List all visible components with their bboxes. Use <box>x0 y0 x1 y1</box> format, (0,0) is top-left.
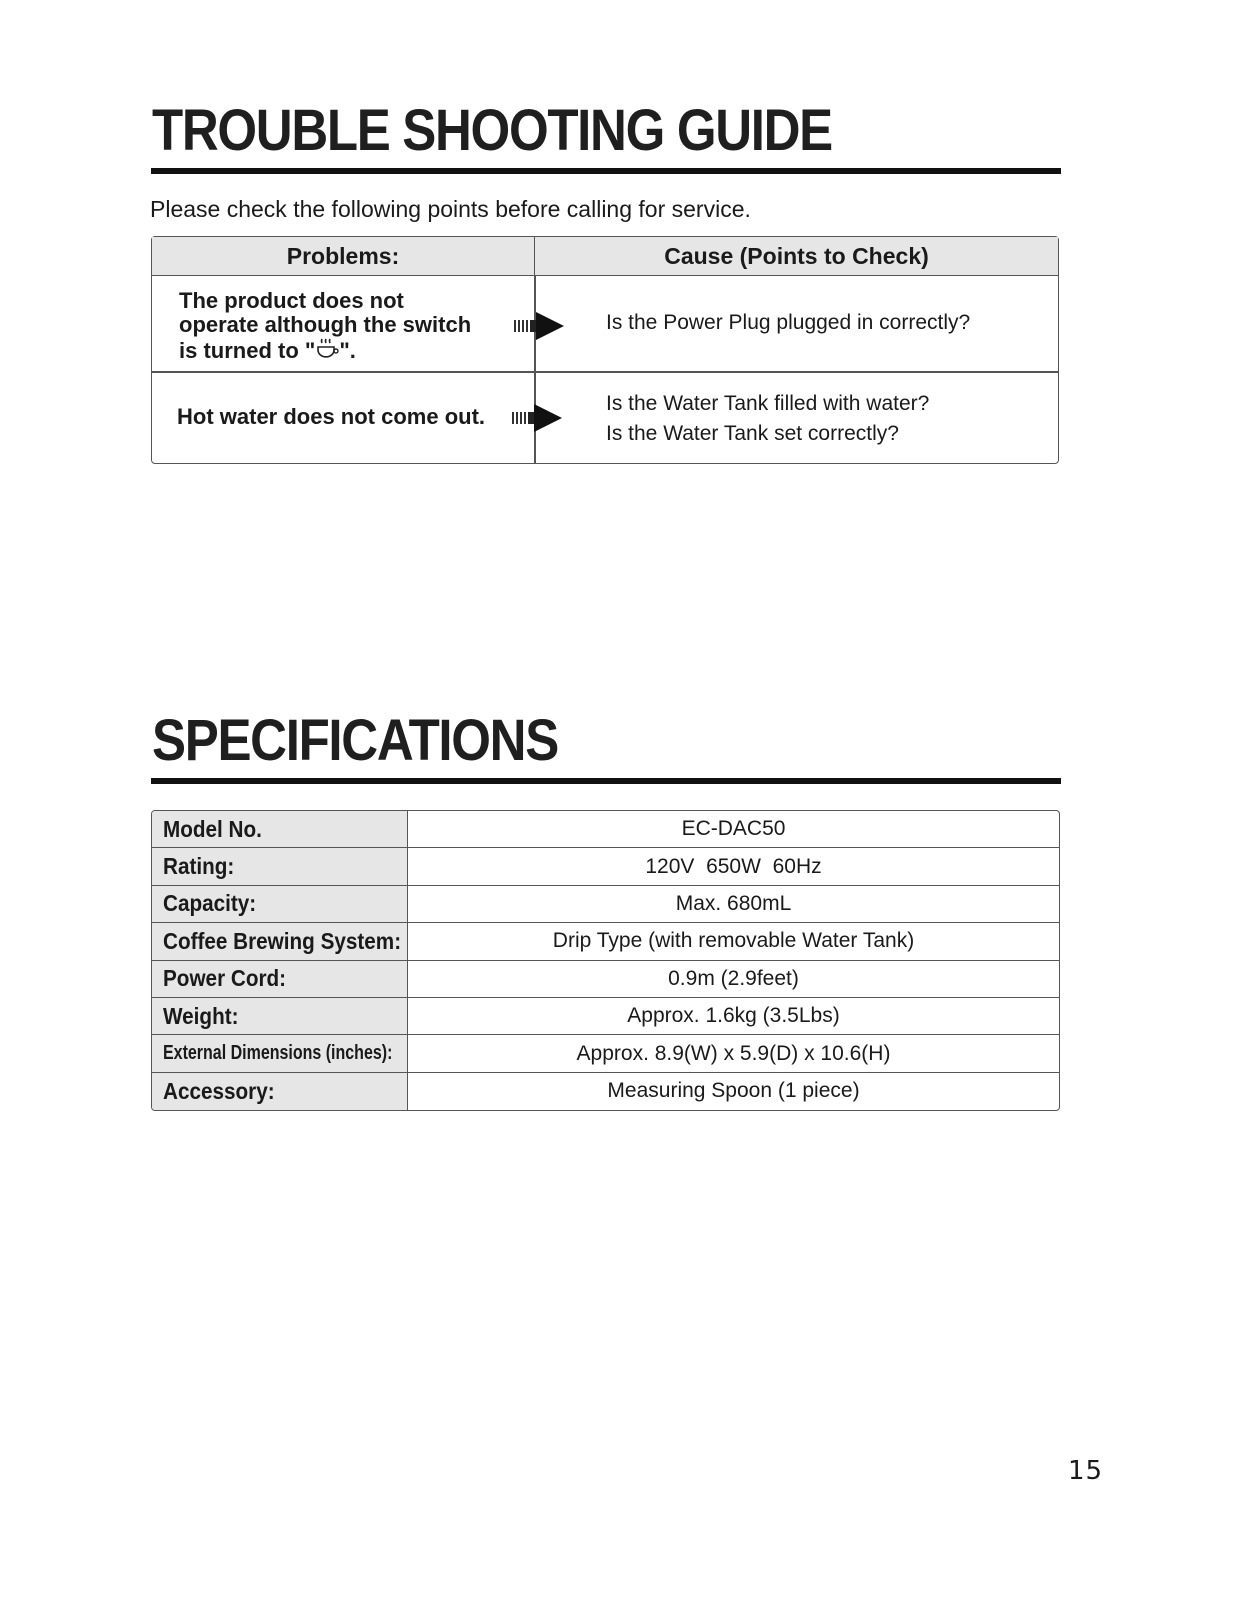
spec-row-weight <box>152 998 1059 1035</box>
spec-label: Power Cord: <box>152 961 408 997</box>
troubleshooting-table <box>151 236 1059 464</box>
problem-row-2 <box>177 405 517 429</box>
specifications-table <box>151 810 1060 1111</box>
row-divider <box>152 371 1058 373</box>
spec-value: Max. 680mL <box>675 891 792 915</box>
spec-value: Approx. 1.6kg (3.5Lbs) <box>627 1004 840 1028</box>
spec-row-dimensions <box>152 1035 1059 1072</box>
spec-label: Rating: <box>152 848 408 884</box>
specifications-title-rule <box>151 778 1061 784</box>
spec-label: Capacity: <box>152 886 408 922</box>
arrow-right-icon <box>512 311 568 341</box>
cause-row-1 <box>606 308 970 338</box>
spec-value: EC-DAC50 <box>681 817 786 841</box>
problem-row-1 <box>179 289 499 366</box>
spec-label: Accessory: <box>152 1073 408 1110</box>
arrow-right-icon <box>510 403 566 433</box>
coffee-cup-steam-icon <box>315 337 339 366</box>
troubleshooting-title-rule <box>151 168 1061 174</box>
troubleshooting-intro: Please check the following points before calling for service. <box>150 196 751 222</box>
troubleshooting-title: TROUBLE SHOOTING GUIDE <box>152 98 832 163</box>
problem-row-1-line-3 <box>179 337 499 366</box>
spec-label: External Dimensions (inches): <box>152 1035 408 1071</box>
cause-header: Cause (Points to Check) <box>535 237 1058 276</box>
spec-label: Coffee Brewing System: <box>152 923 408 959</box>
cause-row-2-line-2: Is the Water Tank set correctly? <box>606 422 899 445</box>
spec-value: Approx. 8.9(W) x 5.9(D) x 10.6(H) <box>576 1041 891 1065</box>
spec-value: 120V 650W 60Hz <box>645 854 822 878</box>
column-divider <box>534 276 536 463</box>
page-number: 15 <box>1068 1456 1104 1486</box>
cause-row-2-line-1: Is the Water Tank filled with water? <box>606 392 930 415</box>
spec-row-model <box>152 811 1059 848</box>
problem-row-1-line-3-text: is turned to " <box>179 338 316 363</box>
problem-row-1-line-3-suffix: ". <box>339 338 356 363</box>
specifications-title: SPECIFICATIONS <box>152 708 558 773</box>
spec-value: Drip Type (with removable Water Tank) <box>552 929 915 953</box>
spec-row-capacity <box>152 886 1059 923</box>
cause-row-2 <box>606 389 929 449</box>
cause-row-1-line-1: Is the Power Plug plugged in correctly? <box>606 311 971 334</box>
spec-value: Measuring Spoon (1 piece) <box>607 1079 860 1103</box>
spec-row-power-cord <box>152 961 1059 998</box>
spec-label: Weight: <box>152 998 408 1034</box>
problem-row-2-line-1: Hot water does not come out. <box>177 404 486 429</box>
spec-row-accessory <box>152 1073 1059 1110</box>
problems-header: Problems: <box>152 237 535 276</box>
spec-row-brewing-system <box>152 923 1059 960</box>
spec-row-rating <box>152 848 1059 885</box>
problem-row-1-line-2: operate although the switch <box>179 312 472 337</box>
spec-label: Model No. <box>152 811 408 847</box>
problem-row-1-line-1: The product does not <box>179 288 404 313</box>
spec-value: 0.9m (2.9feet) <box>668 966 799 990</box>
